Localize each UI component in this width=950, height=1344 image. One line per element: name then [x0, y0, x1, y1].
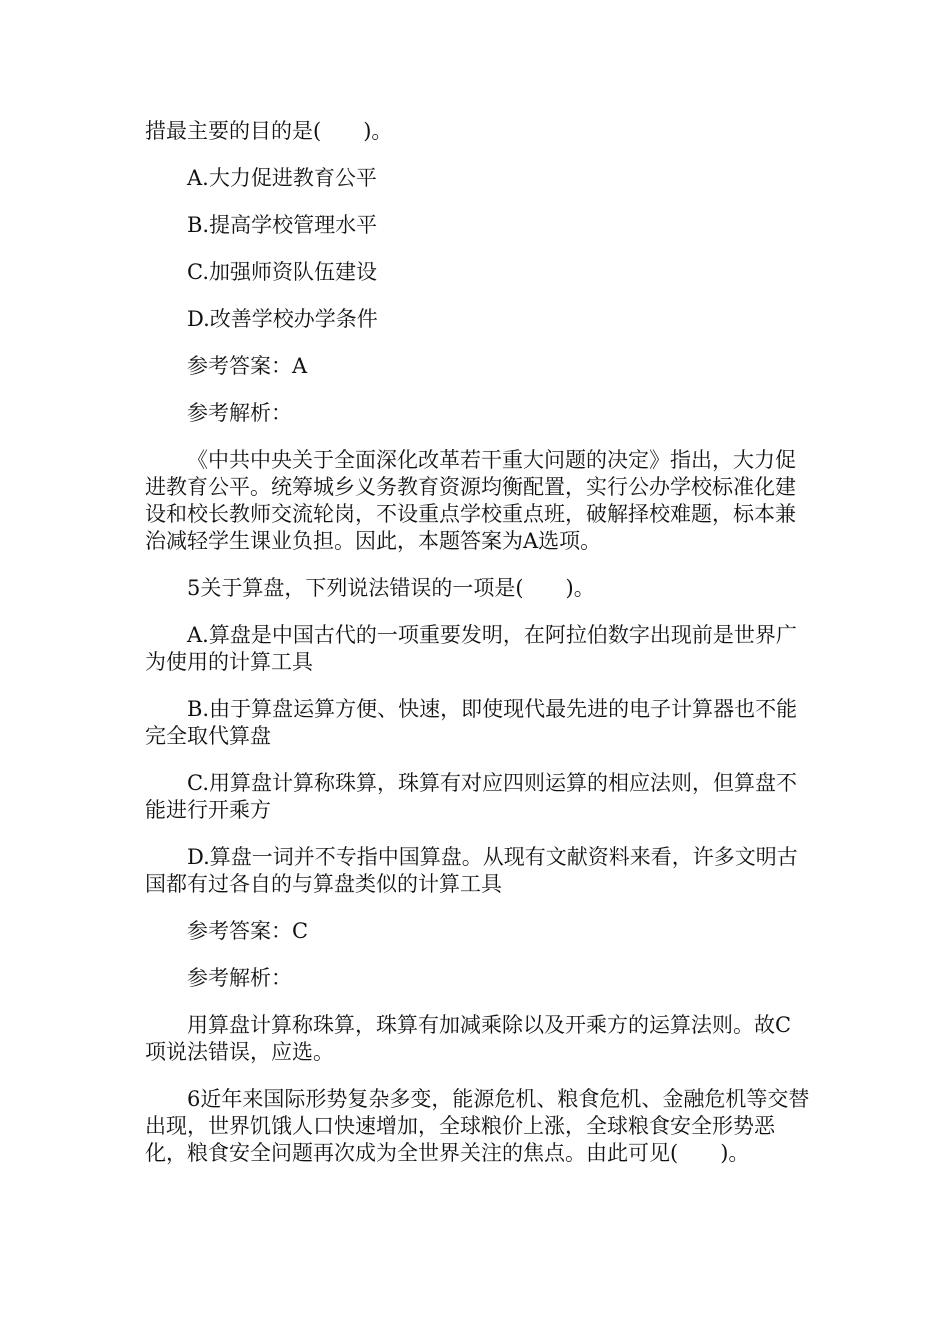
- q4-answer: 参考答案：A: [187, 354, 308, 378]
- q4-analysis: 《中共中央关于全面深化改革若干重大问题的决定》指出，大力促进教育公平。统筹城乡义务教育资源均衡配置，实行公办学校标准化建设和校长教师交流轮岗，不设重点学校重点班，破解择校难题，标本兼治减轻学生课业负担。因此，本题答案为A选项。: [145, 448, 796, 553]
- q4-analysis-label: 参考解析：: [187, 401, 292, 425]
- q5-answer: 参考答案：C: [187, 919, 309, 943]
- q5-option-b: B.由于算盘运算方便、快速，即使现代最先进的电子计算器也不能完全取代算盘: [145, 697, 798, 748]
- q4-option-b: B.提高学校管理水平: [187, 213, 378, 237]
- q4-option-d: D.改善学校办学条件: [187, 307, 378, 331]
- document-page: [145, 118, 810, 1187]
- q5-analysis-label: 参考解析：: [187, 966, 292, 990]
- q5-stem: 5关于算盘，下列说法错误的一项是( )。: [187, 576, 595, 600]
- q6-stem: 6近年来国际形势复杂多变，能源危机、粮食危机、金融危机等交替出现，世界饥饿人口快速增加，全球粮价上涨，全球粮食安全形势恶化，粮食安全问题再次成为全世界关注的焦点。由此可见( )。: [145, 1087, 810, 1165]
- q5-option-c: C.用算盘计算称珠算，珠算有对应四则运算的相应法则，但算盘不能进行开乘方: [145, 771, 797, 822]
- q4-option-c: C.加强师资队伍建设: [187, 260, 377, 284]
- q4-option-a: A.大力促进教育公平: [187, 166, 377, 190]
- q4-stem-tail: 措最主要的目的是( )。: [145, 119, 393, 143]
- q5-option-d: D.算盘一词并不专指中国算盘。从现有文献资料来看，许多文明古国都有过各自的与算盘类似的计算工具: [145, 845, 798, 896]
- q5-analysis: 用算盘计算称珠算，珠算有加减乘除以及开乘方的运算法则。故C项说法错误，应选。: [145, 1013, 792, 1064]
- q5-option-a: A.算盘是中国古代的一项重要发明，在阿拉伯数字出现前是世界广为使用的计算工具: [145, 623, 797, 674]
